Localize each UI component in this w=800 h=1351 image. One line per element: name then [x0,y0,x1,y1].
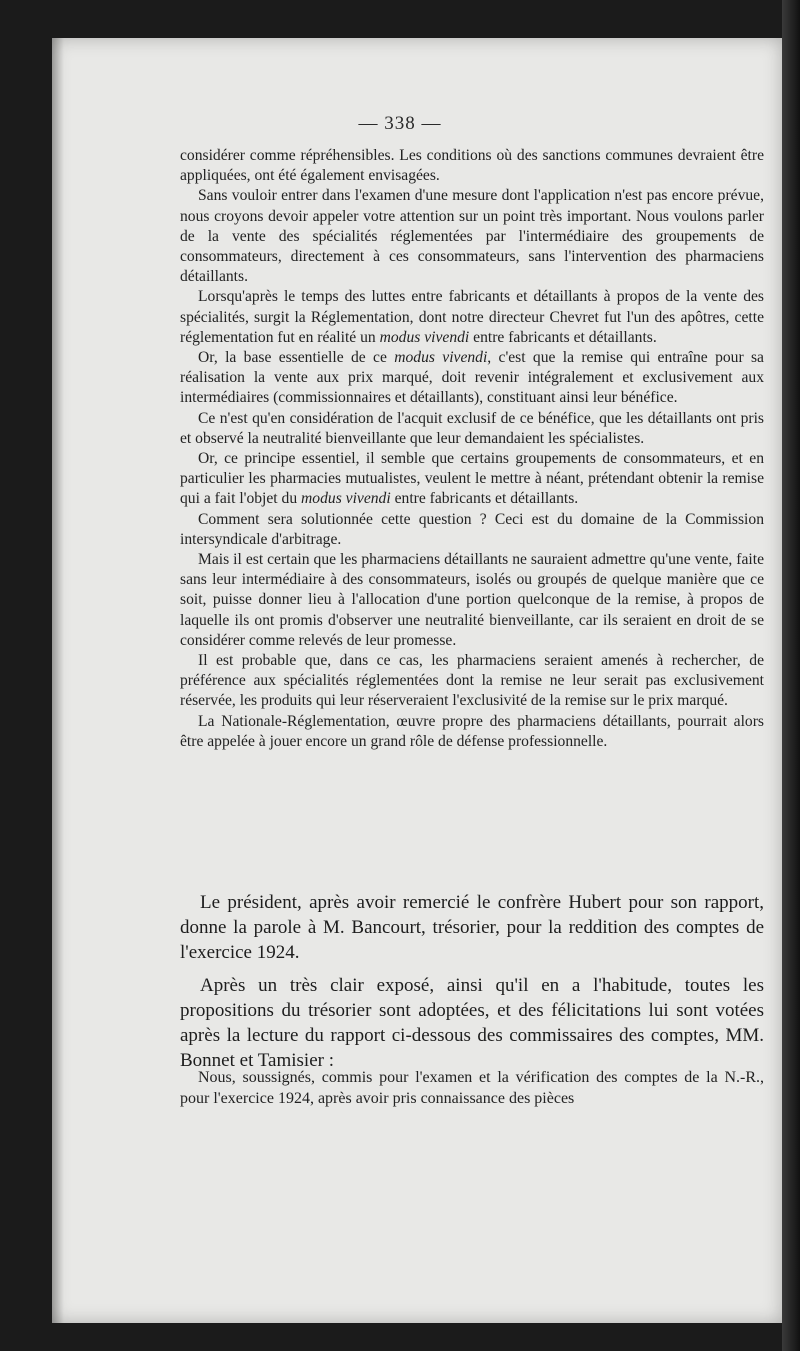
paragraph [180,449,764,510]
text-run: , c'est que la remise qui entraîne pour sa réalisation la vente aux prix marqué, doit revenir intégralement et exclusivement aux intermédiaires (commissionnaires et détaillants), constituant ainsi leur bénéfice. [180,349,764,407]
paragraph: Le président, après avoir remercié le confrère Hubert pour son rapport, donne la parole à M. Bancourt, trésorier, pour la reddition des comptes de l'exercice 1924. [180,892,764,964]
paragraph: Ce n'est qu'en considération de l'acquit exclusif de ce bénéfice, que les détaillants ont pris et observé la neutralité bienveillante que leur demandaient les spécialistes. [180,409,764,447]
page-gutter-shadow [52,38,64,1323]
paragraph: Il est probable que, dans ce cas, les pharmaciens seraient amenés à rechercher, de préférence aux spécialités réglementées dont la remise ne leur serait pas exclusivement réservée, les produits qui leur réserveraient l'exclusivité de la remise sur le prix marqué. [180,652,764,710]
paragraph: considérer comme répréhensibles. Les conditions où des sanctions communes devraient être appliquées, ont été également envisagées. [180,147,764,185]
italic-text: modus vivendi [394,349,488,367]
text-run: Lorsqu'après le temps des luttes entre fabricants et détaillants à propos de la vente des spécialités, surgit la Réglementation, dont notre directeur Chevret fut l'un des apôtres, cette réglementation fut en réalité un [180,288,764,346]
italic-text: modus vivendi [379,328,470,346]
paragraph: Comment sera solutionnée cette question ? Ceci est du domaine de la Commission intersyndicale d'arbitrage. [180,510,764,548]
paragraph [180,287,764,348]
text-run: entre fabricants et détaillants. [390,490,579,508]
paragraph: Après un très clair exposé, ainsi qu'il en a l'habitude, toutes les propositions du trésorier sont adoptées, et des félicitations lui sont votées après la lecture du rapport ci-dessous des commissaires des comptes, MM. Bonnet et Tamisier : [180,974,764,1072]
report-text [180,146,764,752]
page-number: — 338 — [358,113,442,134]
text-run: Or, la base essentielle de ce [198,349,395,367]
paragraph: Sans vouloir entrer dans l'examen d'une mesure dont l'application n'est pas encore prévue, nous croyons devoir appeler votre attention sur un point très important. Nous voulons parler de la vente des spécialités réglementées par l'intermédiaire des groupements de consommateurs, directement à ces consommateurs, sans l'intervention des pharmaciens détaillants. [180,187,764,286]
paragraph: Nous, soussignés, commis pour l'examen et la vérification des comptes de la N.-R., pour l'exercice 1924, après avoir pris connaissance des pièces [180,1069,764,1107]
paragraph: La Nationale-Réglementation, œuvre propre des pharmaciens détaillants, pourrait alors être appelée à jouer encore un grand rôle de défense professionnelle. [180,712,764,750]
paragraph [180,348,764,409]
italic-text: modus vivendi [301,490,391,508]
paragraph: Mais il est certain que les pharmaciens détaillants ne sauraient admettre qu'une vente, faite sans leur intermédiaire à des consommateurs, isolés ou groupés de quelque manière que ce soit, puisse donner lieu à l'allocation d'une portion quelconque de la remise, à propos de laquelle ils ont promis d'observer une neutralité bienveillante, car ils seraient en droit de se considérer comme relevés de leur promesse. [180,551,764,649]
meeting-minutes [180,890,764,1080]
audit-report [180,1067,764,1109]
text-run: Or, ce principe essentiel, il semble que certains groupements de consommateurs, et en particulier les pharmacies mutualistes, veulent le mettre à néant, prétendant obtenir la remise qui a fait l'objet du [180,450,764,508]
text-run: entre fabricants et détaillants. [469,328,657,346]
book-spine [782,0,800,1351]
